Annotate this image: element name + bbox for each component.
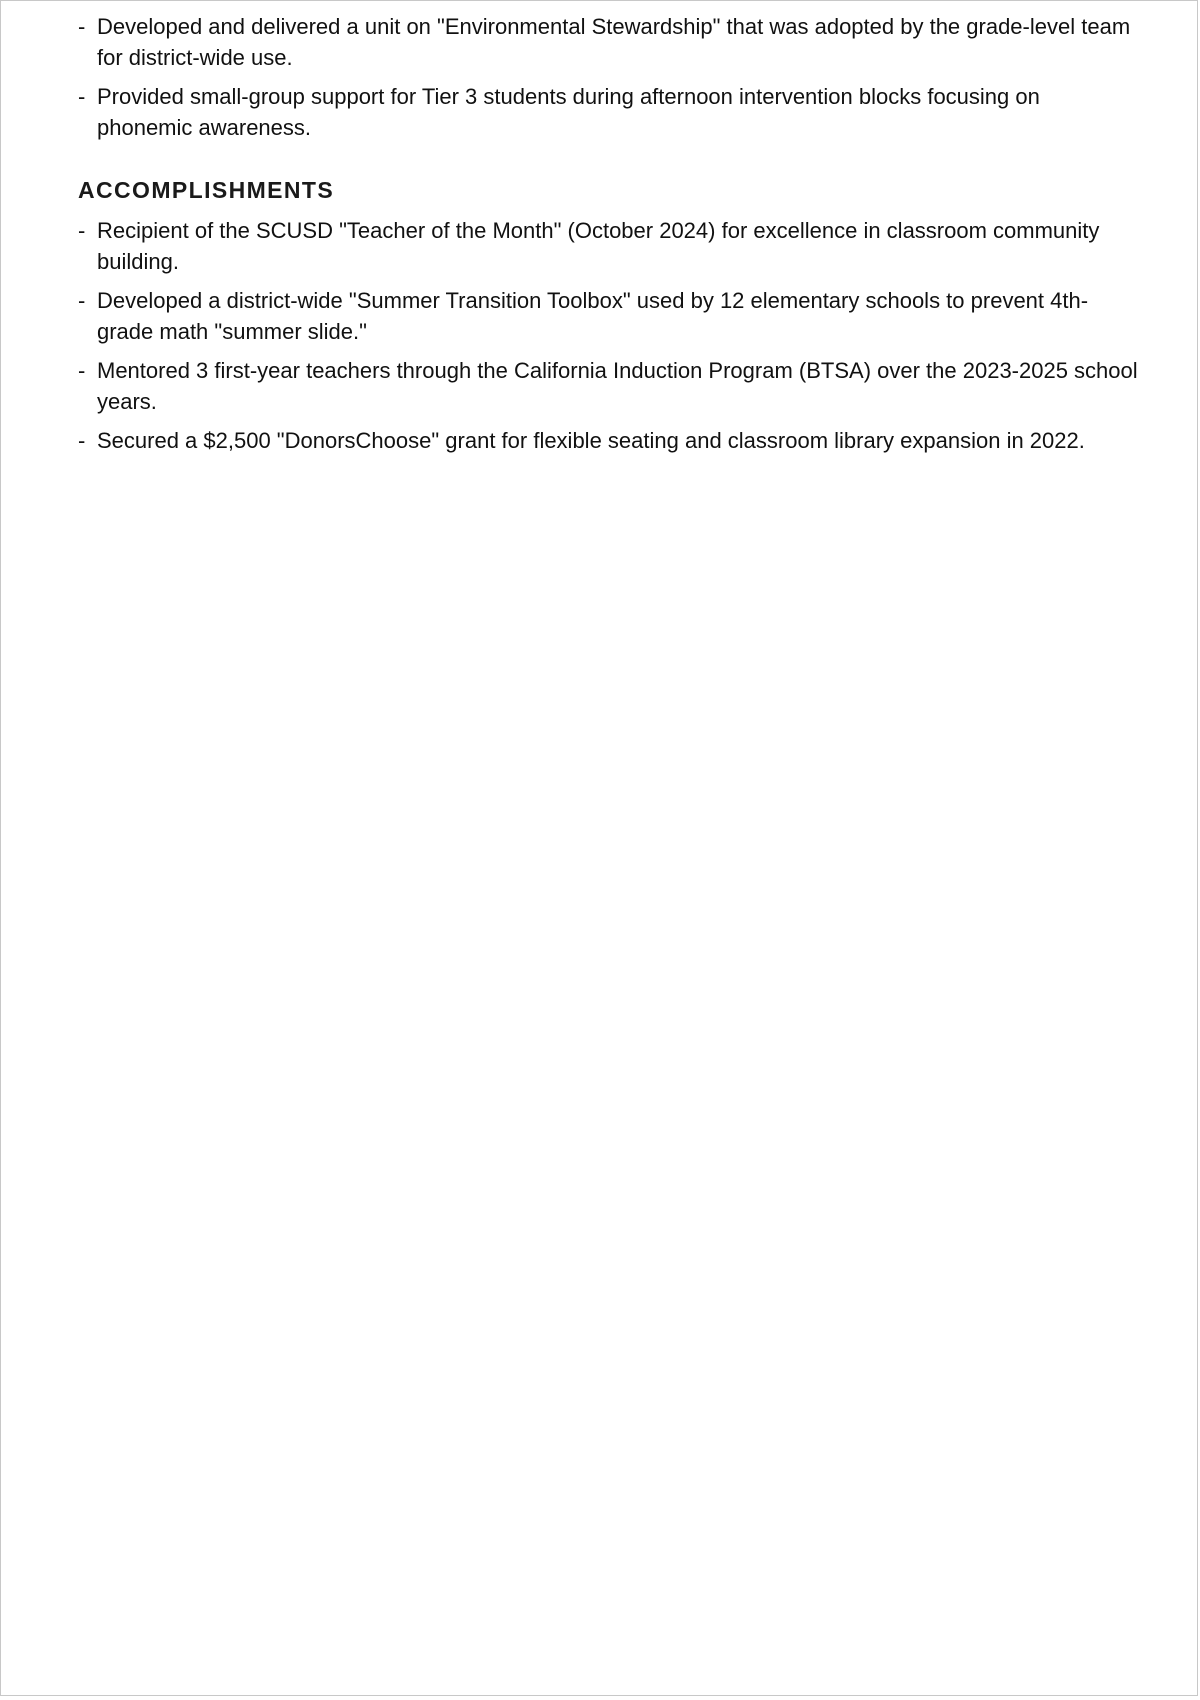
list-item — [78, 285, 1138, 347]
bullet-marker: - — [78, 218, 86, 243]
experience-bullet-list — [78, 11, 1138, 143]
bullet-text: Developed and delivered a unit on "Environmental Stewardship" that was adopted by the grade-level team for district-wide use. — [97, 14, 1131, 70]
bullet-text: Mentored 3 first-year teachers through the California Induction Program (BTSA) over the 2023-2025 school years. — [97, 358, 1138, 414]
accomplishments-bullet-list — [78, 215, 1138, 456]
list-item — [78, 81, 1138, 143]
document-content — [78, 11, 1138, 464]
bullet-marker: - — [78, 84, 86, 109]
accomplishments-heading: ACCOMPLISHMENTS — [78, 177, 335, 203]
bullet-marker: - — [78, 358, 86, 383]
bullet-text: Secured a $2,500 "DonorsChoose" grant for flexible seating and classroom library expansion in 2022. — [97, 428, 1085, 453]
bullet-text: Recipient of the SCUSD "Teacher of the Month" (October 2024) for excellence in classroom community building. — [97, 218, 1100, 274]
bullet-marker: - — [78, 288, 86, 313]
bullet-marker: - — [78, 428, 86, 453]
list-item — [78, 425, 1138, 456]
bullet-text: Provided small-group support for Tier 3 students during afternoon intervention blocks focusing on phonemic awareness. — [97, 84, 1040, 140]
list-item — [78, 355, 1138, 417]
list-item — [78, 11, 1138, 73]
list-item — [78, 215, 1138, 277]
bullet-marker: - — [78, 14, 86, 39]
bullet-text: Developed a district-wide "Summer Transition Toolbox" used by 12 elementary schools to prevent 4th-grade math "summer slide." — [97, 288, 1089, 344]
